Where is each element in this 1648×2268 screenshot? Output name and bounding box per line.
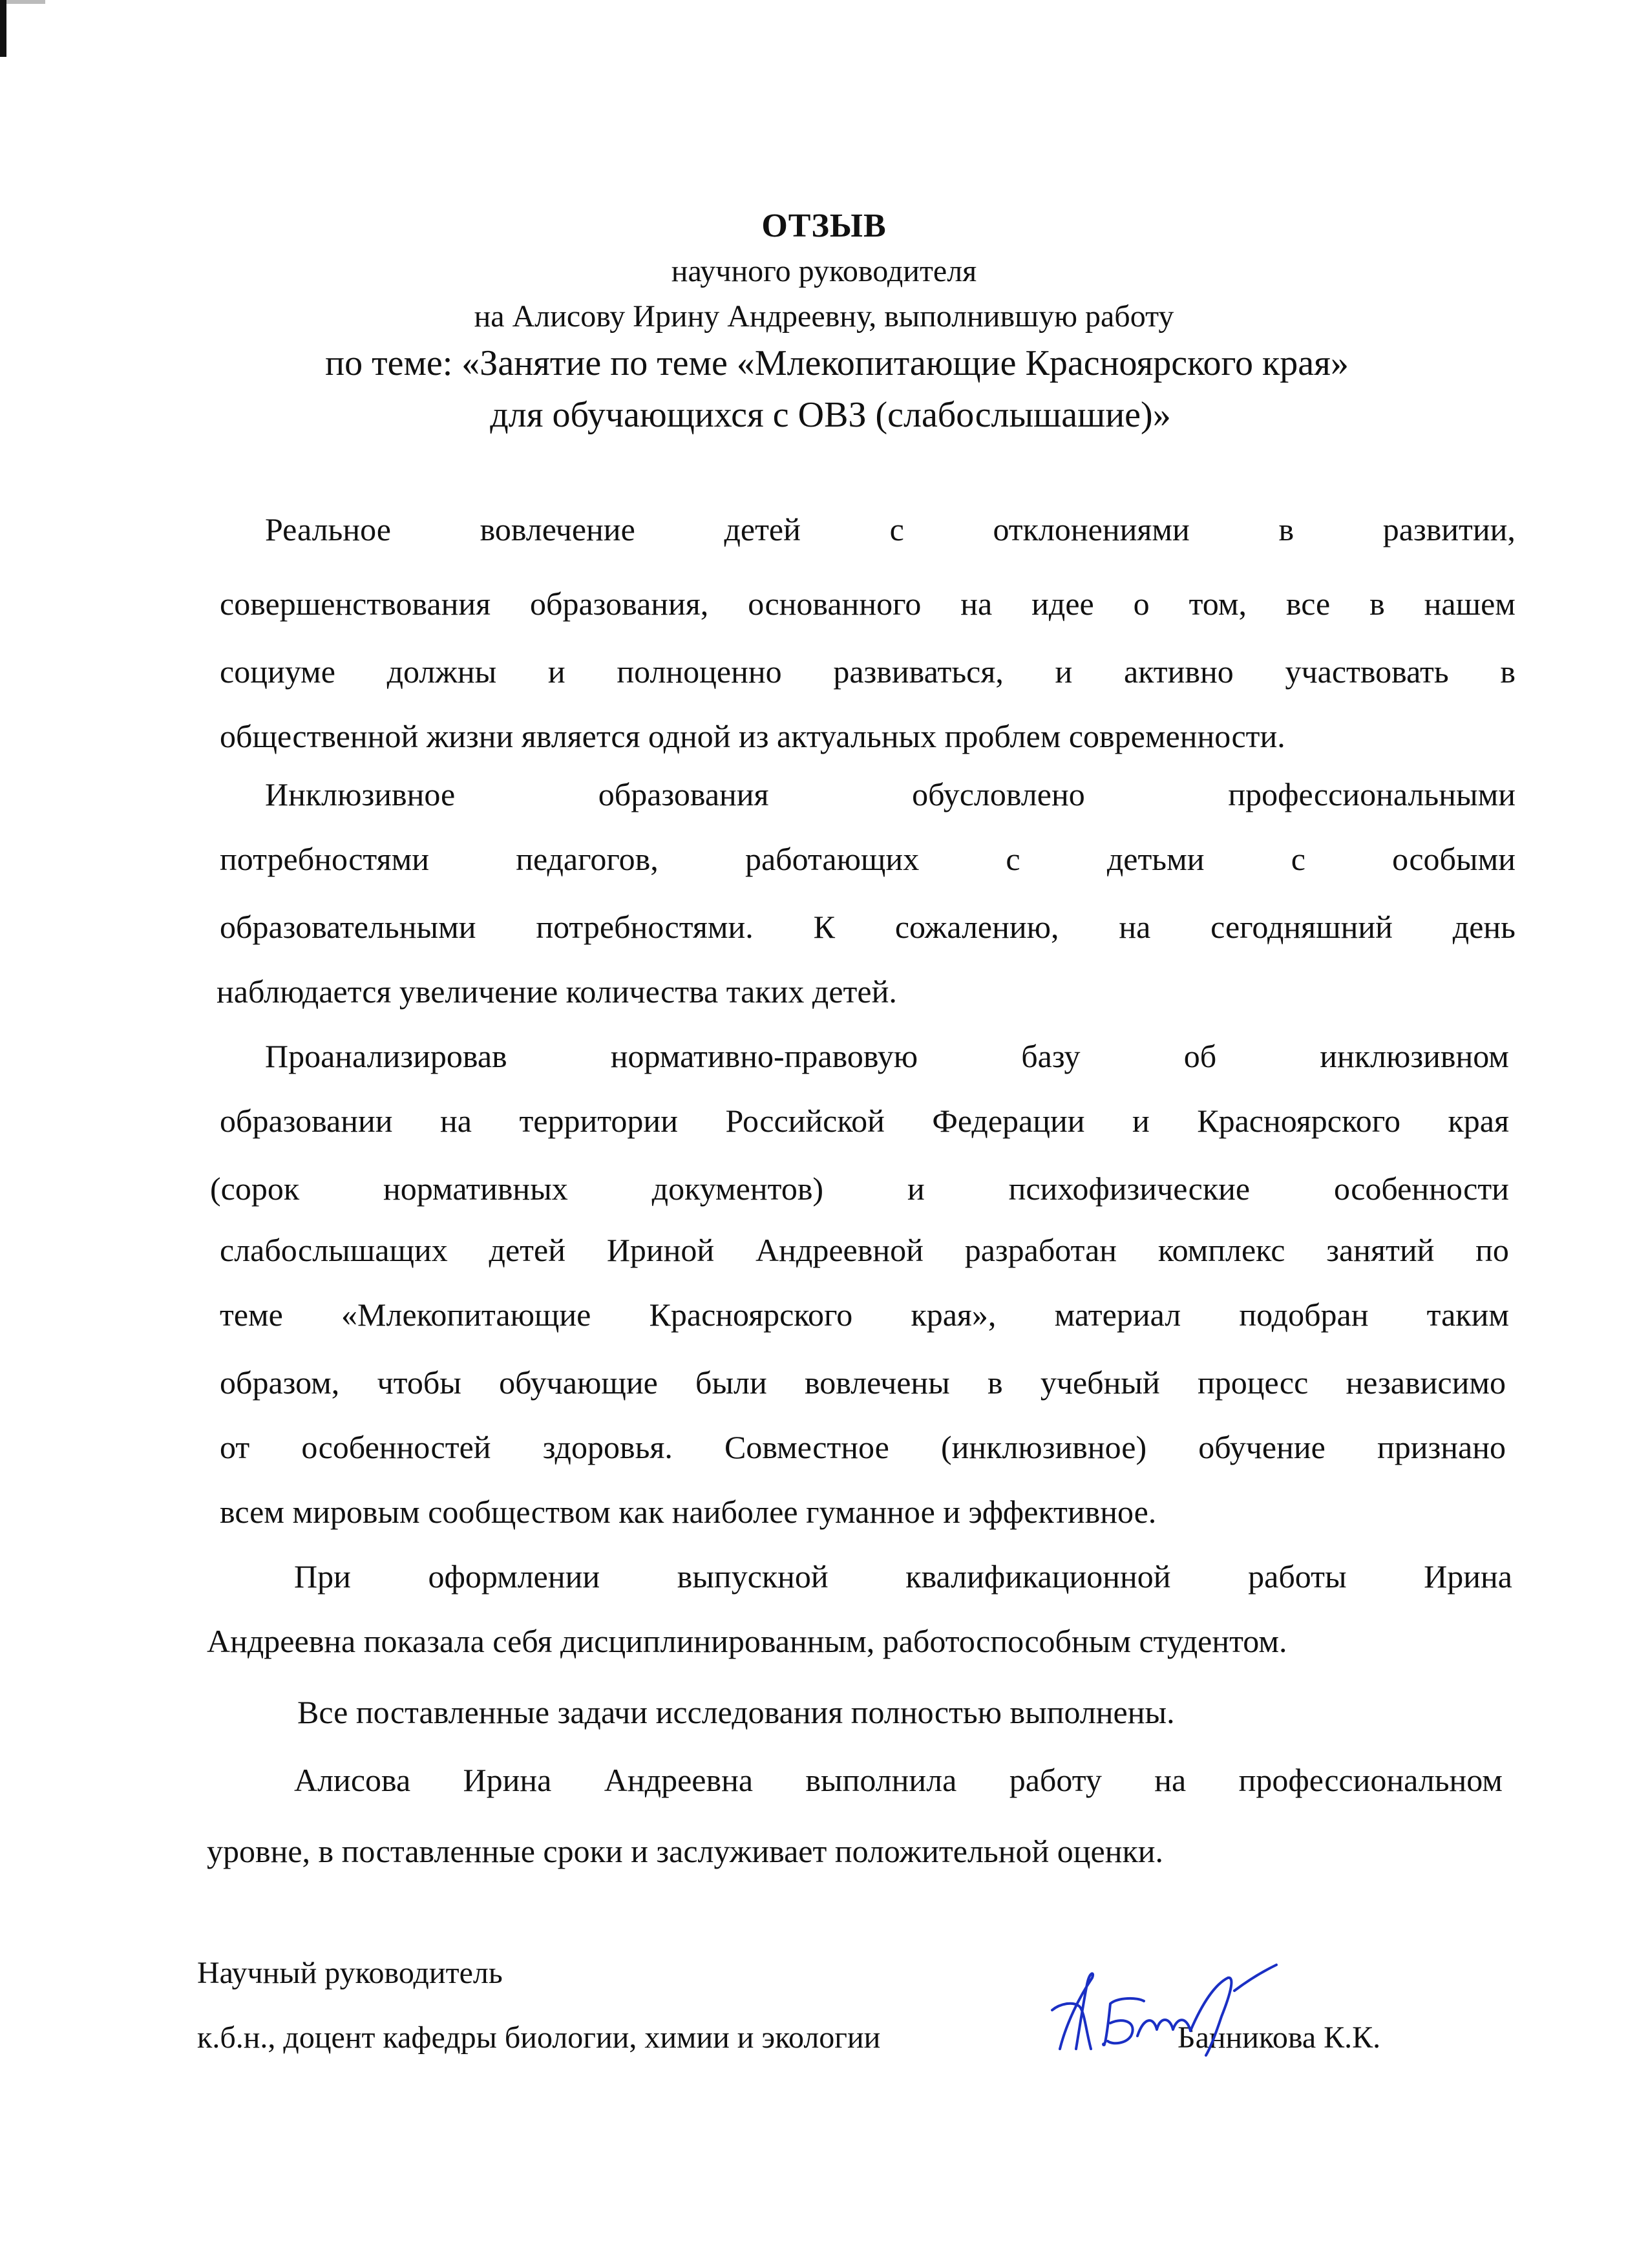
body-line xyxy=(217,973,897,1010)
document-subtitle-role: научного руководителя xyxy=(671,254,977,288)
body-word: оформлении xyxy=(428,1558,600,1595)
body-line xyxy=(220,1364,1506,1401)
body-word: квалификационной xyxy=(905,1558,1171,1595)
body-word: о xyxy=(1133,586,1150,622)
body-word: признано xyxy=(1377,1429,1506,1465)
body-word: К xyxy=(813,909,836,945)
body-line xyxy=(220,908,1516,946)
body-word: базу xyxy=(1021,1038,1081,1074)
body-word: сожалению, xyxy=(894,909,1059,945)
signature-stroke-b-bowl xyxy=(1108,2020,1133,2043)
body-word: потребностями xyxy=(220,841,429,877)
body-word: и xyxy=(547,653,565,690)
body-word: и xyxy=(907,1171,925,1207)
body-word: При xyxy=(294,1558,351,1595)
body-word: были xyxy=(695,1364,767,1401)
body-word: Совместное xyxy=(724,1429,889,1465)
body-word: профессиональном xyxy=(1238,1762,1503,1798)
document-subtitle-student: на Алисову Ирину Андреевну, выполнившую работу xyxy=(474,299,1174,334)
body-word: образовании xyxy=(220,1103,393,1139)
body-line xyxy=(294,1558,1512,1595)
body-word: день xyxy=(1452,909,1516,945)
body-word: потребностями. xyxy=(536,909,754,945)
body-line xyxy=(220,1102,1509,1139)
body-word: с xyxy=(1291,841,1305,877)
body-word: Ириной xyxy=(606,1232,715,1268)
body-word: общественной жизни является одной из актуальных проблем современности. xyxy=(220,718,1285,754)
body-word: края», xyxy=(911,1297,997,1333)
body-word: особенностей xyxy=(301,1429,491,1465)
body-word: материал xyxy=(1054,1297,1181,1333)
body-word: Алисова xyxy=(294,1762,411,1798)
handwritten-signature xyxy=(1041,1952,1286,2075)
body-word: в xyxy=(988,1364,1003,1401)
body-word: участвовать xyxy=(1285,653,1449,690)
body-word: Красноярского xyxy=(649,1297,853,1333)
body-word: территории xyxy=(519,1103,678,1139)
body-word: работающих xyxy=(745,841,920,877)
body-word: выполнила xyxy=(805,1762,957,1798)
signature-stroke-anni xyxy=(1137,2020,1190,2036)
body-word: Проанализировав xyxy=(265,1038,507,1074)
body-word: наблюдается увеличение количества таких детей. xyxy=(217,973,897,1010)
body-word: учебный xyxy=(1040,1364,1160,1401)
body-word: нашем xyxy=(1424,586,1516,622)
body-word: педагогов, xyxy=(516,841,659,877)
body-word: независимо xyxy=(1346,1364,1506,1401)
signer-name: Банникова К.К. xyxy=(1178,2020,1381,2055)
body-word: Ирина xyxy=(463,1762,552,1798)
body-word: сегодняшний xyxy=(1210,909,1393,945)
body-word: обусловлено xyxy=(912,776,1085,812)
body-word: должны xyxy=(386,653,497,690)
body-word: Все поставленные задачи исследования полностью выполнены. xyxy=(297,1694,1175,1730)
body-word: детей xyxy=(724,511,801,547)
body-word: особыми xyxy=(1392,841,1516,877)
body-word: вовлечены xyxy=(804,1364,950,1401)
signature-stroke-flourish xyxy=(1234,1965,1276,1991)
body-word: всем мировым сообществом как наиболее гуманное и эффективное. xyxy=(220,1494,1157,1530)
body-line xyxy=(220,1428,1506,1466)
body-line xyxy=(210,1170,1509,1207)
body-word: образования, xyxy=(530,586,709,622)
body-word: теме xyxy=(220,1297,283,1333)
signer-position: к.б.н., доцент кафедры биологии, химии и экологии xyxy=(197,2020,881,2055)
body-word: Федерации xyxy=(932,1103,1085,1139)
body-word: образования xyxy=(598,776,769,812)
body-word: с xyxy=(1006,841,1020,877)
body-line xyxy=(220,653,1516,690)
body-word: Инклюзивное xyxy=(265,776,456,812)
body-line xyxy=(207,1832,1163,1870)
body-word: уровне, в поставленные сроки и заслуживает положительной оценки. xyxy=(207,1833,1164,1869)
body-word: в xyxy=(1278,511,1294,547)
body-word: Андреевна xyxy=(604,1762,754,1798)
body-word: Российской xyxy=(725,1103,885,1139)
body-word: полноценно xyxy=(617,653,782,690)
body-word: работу xyxy=(1009,1762,1102,1798)
body-word: Реальное xyxy=(265,511,391,547)
body-word: комплекс xyxy=(1157,1232,1285,1268)
body-word: детей xyxy=(489,1232,565,1268)
body-word: активно xyxy=(1123,653,1234,690)
body-word: и xyxy=(1132,1103,1150,1139)
body-word: здоровья. xyxy=(542,1429,673,1465)
body-line xyxy=(265,776,1516,813)
body-word: в xyxy=(1500,653,1516,690)
body-word: выпускной xyxy=(677,1558,829,1595)
body-word: процесс xyxy=(1197,1364,1309,1401)
body-word: профессиональными xyxy=(1228,776,1516,812)
body-word: вовлечение xyxy=(480,511,635,547)
body-word: занятий xyxy=(1326,1232,1435,1268)
body-line xyxy=(220,1493,1156,1531)
document-subtitle-topic-cont: для обучающихся с ОВЗ (слабослышашие)» xyxy=(490,395,1171,435)
body-word: об xyxy=(1183,1038,1217,1074)
body-word: таким xyxy=(1426,1297,1509,1333)
body-word: развитии, xyxy=(1382,511,1516,547)
body-line xyxy=(265,1037,1509,1075)
body-word: (инклюзивное) xyxy=(941,1429,1147,1465)
body-word: слабослышащих xyxy=(220,1232,448,1268)
body-word: на xyxy=(440,1103,472,1139)
body-word: образом, xyxy=(220,1364,340,1401)
signature-dot xyxy=(1102,2042,1106,2046)
body-word: обучение xyxy=(1198,1429,1326,1465)
body-line xyxy=(265,511,1516,548)
body-word: детьми xyxy=(1106,841,1205,877)
body-word: чтобы xyxy=(377,1364,461,1401)
body-word: основанного xyxy=(748,586,922,622)
body-word: образовательными xyxy=(220,909,476,945)
body-line xyxy=(220,840,1516,878)
body-word: нормативно-правовую xyxy=(610,1038,918,1074)
body-word: идее xyxy=(1031,586,1094,622)
scan-edge-shadow xyxy=(6,0,45,4)
body-word: Андреевной xyxy=(755,1232,924,1268)
body-line xyxy=(220,1231,1509,1269)
signature-stroke-k-arm xyxy=(1052,2004,1091,2049)
body-word: с xyxy=(889,511,904,547)
signer-role: Научный руководитель xyxy=(197,1956,503,1990)
body-word: на xyxy=(1154,1762,1187,1798)
body-word: от xyxy=(220,1429,250,1465)
body-word: в xyxy=(1369,586,1385,622)
body-word: «Млекопитающие xyxy=(341,1297,591,1333)
body-word: Андреевна показала себя дисциплинированным, работоспособным студентом. xyxy=(207,1623,1287,1659)
body-word: психофизические xyxy=(1008,1171,1251,1207)
signature-stroke-tail xyxy=(1190,1978,1231,2055)
body-line xyxy=(220,717,1285,755)
body-word: Красноярского xyxy=(1197,1103,1400,1139)
body-word: социуме xyxy=(220,653,335,690)
body-word: документов) xyxy=(651,1171,824,1207)
body-word: совершенствования xyxy=(220,586,491,622)
body-line xyxy=(207,1622,1287,1660)
body-word: края xyxy=(1448,1103,1509,1139)
body-word: Ирина xyxy=(1424,1558,1512,1595)
document-title: ОТЗЫВ xyxy=(761,207,887,244)
body-word: том, xyxy=(1188,586,1247,622)
body-word: обучающие xyxy=(499,1364,658,1401)
scan-edge-mark xyxy=(0,0,6,57)
body-word: по xyxy=(1475,1232,1509,1268)
body-word: нормативных xyxy=(383,1171,568,1207)
body-word: на xyxy=(960,586,993,622)
body-word: подобран xyxy=(1239,1297,1369,1333)
body-word: на xyxy=(1119,909,1151,945)
body-word: отклонениями xyxy=(993,511,1190,547)
document-subtitle-topic: по теме: «Занятие по теме «Млекопитающие Красноярского края» xyxy=(325,343,1349,383)
body-word: развиваться, xyxy=(833,653,1004,690)
body-line xyxy=(297,1693,1175,1731)
body-word: все xyxy=(1285,586,1331,622)
body-word: особенности xyxy=(1333,1171,1509,1207)
body-word: и xyxy=(1055,653,1073,690)
body-word: (сорок xyxy=(210,1171,300,1207)
body-word: работы xyxy=(1248,1558,1347,1595)
body-line xyxy=(220,1296,1509,1333)
body-word: разработан xyxy=(964,1232,1117,1268)
body-word: инклюзивном xyxy=(1320,1038,1509,1074)
body-line xyxy=(294,1761,1503,1799)
body-line xyxy=(220,585,1516,622)
